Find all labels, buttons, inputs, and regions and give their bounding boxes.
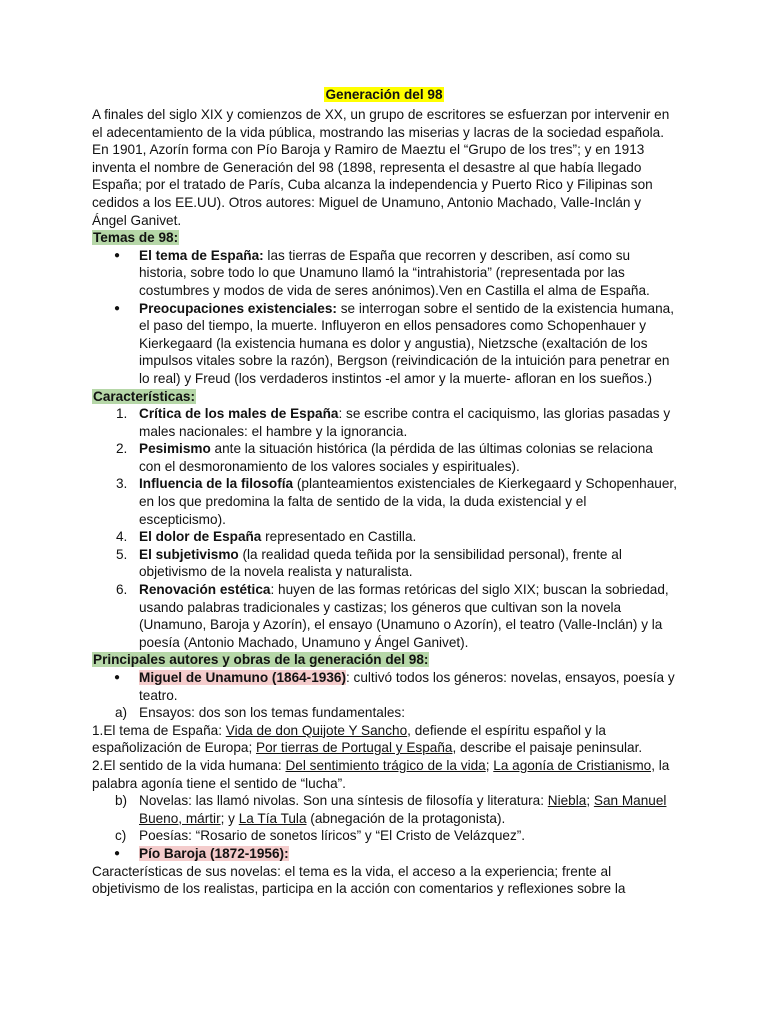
- line-text: ;: [485, 757, 494, 773]
- list-item: [92, 581, 677, 651]
- item-text: Ensayos: dos son los temas fundamentales:: [139, 705, 405, 721]
- title-block: [0, 86, 768, 104]
- caracteristicas-list: [92, 405, 677, 651]
- item-term: Preocupaciones existenciales:: [139, 300, 337, 316]
- unamuno-ensayos-list: [92, 704, 677, 722]
- item-text: Poesías: “Rosario de sonetos líricos” y “El Cristo de Velázquez”.: [139, 828, 526, 844]
- item-text: las tierras de España que recorren y describen, así como su historia, sobre todo lo que Unamuno llamó la “intrahistoria” (representada por las costumbres y modos de vida de seres anónimos).Ven en Castilla el alma de España.: [139, 247, 650, 298]
- item-text: (la realidad queda teñida por la sensibilidad personal), frente al objetivismo de la novela realista y naturalista.: [139, 546, 622, 580]
- item-number: 4.: [116, 529, 128, 545]
- author-name-unamuno: Miguel de Unamuno (1864-1936): [139, 670, 346, 685]
- item-text: representado en Castilla.: [261, 529, 417, 545]
- item-letter: a): [115, 705, 128, 721]
- list-item: [92, 247, 677, 300]
- work-title: Niebla: [547, 793, 587, 809]
- intro-paragraph: A finales del siglo XIX y comienzos de XX, un grupo de escritores se esfuerzan por intervenir en el adecentamiento de la vida pública, mostrando las miserias y lacras de la sociedad española. En 1901, Azorín forma con Pío Baroja y Ramiro de Maeztu el “Grupo de los tres”; y en 1913 inventa el nombre de Generación del 98 (1898, representa el desastre al que había llegado España; por el tratado de París, Cuba alcanza la independencia y Puerto Rico y Filipinas son cedidos a los EE.UU). Otros autores: Miguel de Unamuno, Antonio Machado, Valle-Inclán y Ángel Ganivet.: [92, 107, 670, 228]
- baroja-list: [92, 845, 677, 863]
- work-title: San Manuel Bueno, mártir: [139, 793, 667, 826]
- unamuno-list: [92, 669, 677, 704]
- line-text: 2.El sentido de la vida humana:: [92, 757, 286, 773]
- list-item: [92, 827, 677, 845]
- caracteristicas-heading: Características:: [93, 388, 196, 404]
- page-title: Generación del 98: [325, 87, 443, 102]
- item-number: 3.: [116, 476, 128, 492]
- ensayo-sentido-vida: [92, 757, 677, 792]
- baroja-paragraph: Características de sus novelas: el tema es la vida, el acceso a la experiencia; frente al objetivismo de los realistas, participa en la acción con comentarios y reflexiones sobre la: [92, 863, 626, 897]
- item-term: El dolor de España: [139, 529, 262, 545]
- line-text: 1.El tema de España:: [92, 722, 226, 738]
- list-item: [92, 405, 677, 440]
- work-title: La Tía Tula: [238, 810, 307, 826]
- item-text: ante la situación histórica (la pérdida de las últimas colonias se relaciona con el desmoronamiento de los valores sociales y espirituales).: [139, 441, 653, 474]
- item-term: Renovación estética: [139, 582, 271, 598]
- item-text: : cultivó todos los géneros: novelas, ensayos, poesía y teatro.: [139, 670, 675, 703]
- list-item: [92, 475, 677, 528]
- caracteristicas-heading-line: [92, 388, 677, 406]
- item-text: (planteamientos existenciales de Kierkegaard y Schopenhauer, en los que predomina la falta de sentido de la vida, la duda existencial y el escepticismo).: [139, 476, 677, 527]
- unamuno-generos-list: [92, 792, 677, 845]
- author-name-baroja: Pío Baroja (1872-1956):: [139, 845, 289, 861]
- line-text: , describe el paisaje peninsular.: [452, 740, 643, 756]
- work-title: La agonía de Cristianismo,: [493, 757, 655, 773]
- list-item: [92, 669, 677, 704]
- temas-heading: Temas de 98:: [93, 230, 179, 246]
- temas-heading-line: [92, 229, 677, 247]
- line-text: la palabra agonía tiene el sentido de “lucha”.: [92, 757, 670, 791]
- item-term: El subjetivismo: [139, 546, 239, 562]
- item-term: El tema de España:: [139, 247, 264, 263]
- item-text: se interrogan sobre el sentido de la existencia humana, el paso del tiempo, la muerte. Influyeron en ellos pensadores como Schopenhauer y Kierkegaard (la existencia humana es dolor y angustia), Nietzsche (exaltación de los impulsos vitales sobre la razón), Bergson (reivindicación de la intuición para penetrar en lo real) y Freud (los verdaderos instintos -el amor y la muerte- afloran en los sueños.): [139, 300, 674, 386]
- item-letter: c): [115, 828, 127, 844]
- item-text: : huyen de las formas retóricas del siglo XIX; buscan la sobriedad, usando palabras tradicionales y castizas; los géneros que cultivan son la novela (Unamuno, Baroja y Azorín), el ensayo (Unamuno o Azorín), el teatro (Valle-Inclán) y la poesía (Antonio Machado, Unamuno y Ángel Ganivet).: [139, 582, 669, 650]
- item-text: ; y: [220, 810, 239, 826]
- list-item: [92, 546, 677, 581]
- autores-heading: Principales autores y obras de la generación del 98:: [93, 652, 429, 668]
- item-text: Novelas: las llamó nivolas. Son una síntesis de filosofía y literatura:: [139, 793, 548, 809]
- list-item: [92, 792, 677, 827]
- list-item: [92, 704, 677, 722]
- item-text: : se escribe contra el caciquismo, las glorias pasadas y males nacionales: el hambre y la ignorancia.: [139, 406, 671, 439]
- work-title: Por tierras de Portugal y España: [256, 740, 453, 756]
- list-item: [92, 845, 677, 863]
- item-term: Influencia de la filosofía: [139, 476, 294, 492]
- ensayo-tema-espana: [92, 722, 677, 757]
- item-term: Pesimismo: [139, 441, 211, 457]
- autores-heading-line: [92, 651, 677, 669]
- item-term: Crítica de los males de España: [139, 406, 339, 422]
- list-item: [92, 440, 677, 475]
- temas-list: [92, 247, 677, 388]
- item-number: 5.: [116, 546, 128, 562]
- item-text: (abnegación de la protagonista).: [306, 810, 506, 826]
- line-text: , defiende el espíritu español y la españolización de Europa;: [92, 722, 606, 756]
- document-body: [92, 106, 677, 898]
- work-title: Vida de don Quijote Y Sancho: [225, 722, 408, 738]
- list-item: [92, 528, 677, 546]
- item-text: ;: [586, 793, 594, 809]
- work-title: Del sentimiento trágico de la vida: [285, 757, 486, 773]
- item-number: 6.: [116, 582, 128, 598]
- item-number: 2.: [116, 441, 128, 457]
- list-item: [92, 300, 677, 388]
- item-letter: b): [115, 793, 128, 809]
- item-number: 1.: [116, 406, 128, 422]
